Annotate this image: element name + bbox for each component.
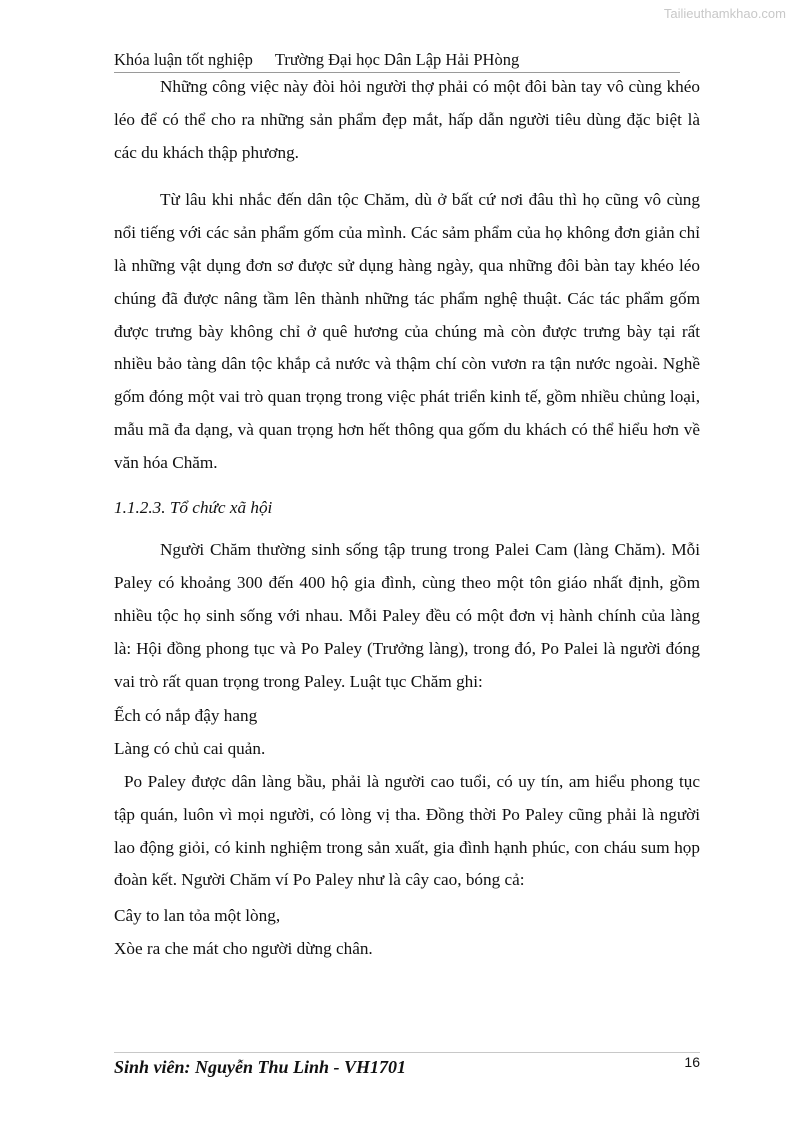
verse-line: Ếch có nắp đậy hang: [114, 706, 258, 726]
footer-student-name: Sinh viên: Nguyễn Thu Linh - VH1701: [114, 1057, 407, 1077]
page-footer: [114, 1052, 700, 1077]
page-header: [114, 49, 680, 73]
section-heading: 1.1.2.3. Tổ chức xã hội: [114, 497, 273, 517]
watermark: Tailieuthamkhao.com: [663, 6, 786, 21]
paragraph-cham-pottery: Từ lâu khi nhắc đến dân tộc Chăm, dù ở bất cứ nơi đâu thì họ cũng vô cùng nổi tiếng với các sản phẩm gốm của mình. Các sảm phẩm của họ không đơn giản chỉ là những vật dụng đơn sơ được sử dụng hàng ngày, qua những đôi bàn tay khéo léo chúng đã được nâng tầm lên thành những tác phẩm nghệ thuật. Các tác phẩm gốm được trưng bày không chỉ ở quê hương của chúng mà còn được trưng bày tại rất nhiều bảo tàng dân tộc khắp cả nước và thậm chí còn vươn ra tận nước ngoài. Nghề gốm đóng một vai trò quan trọng trong việc phát triển kinh tế, gồm nhiều chủng loại, mẫu mã đa dạng, và quan trọng hơn hết thông qua gốm du khách có thể hiểu hơn về văn hóa Chăm.: [114, 190, 700, 472]
header-thesis-title: Khóa luận tốt nghiệp: [114, 50, 253, 69]
verse-line: Làng có chủ cai quản.: [114, 739, 266, 759]
paragraph-po-paley: Po Paley được dân làng bầu, phải là người cao tuổi, có uy tín, am hiểu phong tục tập quán, luôn vì mọi người, có lòng vị tha. Đồng thời Po Paley cũng phải là người lao động giỏi, có kinh nghiệm trong sản xuất, gia đình hạnh phúc, con cháu sum họp đoàn kết. Người Chăm ví Po Paley như là cây cao, bóng cả:: [114, 771, 700, 890]
page-number: 16: [684, 1054, 700, 1070]
paragraph-social-organization: Người Chăm thường sinh sống tập trung trong Palei Cam (làng Chăm). Mỗi Paley có khoảng 300 đến 400 hộ gia đình, cùng theo một tôn giáo nhất định, gồm nhiều tộc họ sinh sống với nhau. Mỗi Paley đều có một đơn vị hành chính của làng là: Hội đồng phong tục và Po Paley (Trưởng làng), trong đó, Po Palei là người đóng vai trò rất quan trọng trong Paley. Luật tục Chăm ghi:: [114, 540, 700, 691]
header-school-name: Trường Đại học Dân Lập Hải PHòng: [274, 50, 520, 69]
verse-line: Xòe ra che mát cho người dừng chân.: [114, 938, 373, 958]
paragraph-craft-skills: Những công việc này đòi hỏi người thợ phải có một đôi bàn tay vô cùng khéo léo để có thể cho ra những sản phẩm đẹp mắt, hấp dẫn người tiêu dùng đặc biệt là các du khách thập phương.: [114, 77, 700, 162]
page-body: [114, 71, 700, 966]
verse-line: Cây to lan tỏa một lòng,: [114, 906, 281, 926]
